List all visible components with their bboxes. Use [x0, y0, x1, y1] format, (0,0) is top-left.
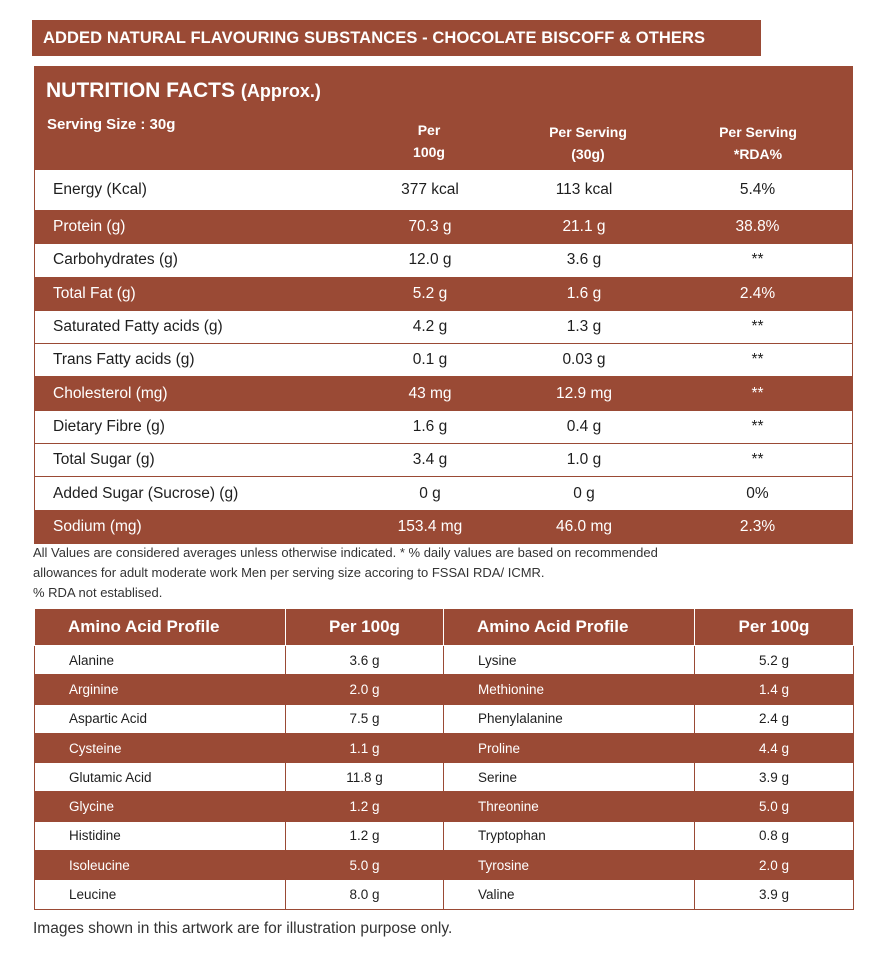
illustration-disclaimer: Images shown in this artwork are for illustration purpose only. — [33, 920, 453, 937]
amino-name: Cysteine — [35, 733, 286, 762]
footnote-line: All Values are considered averages unless otherwise indicated. * % daily values are based on recommended — [33, 545, 658, 560]
nutrient-name: Energy (Kcal) — [53, 181, 147, 198]
amino-name: Phenylalanine — [444, 704, 695, 733]
value-per-serving: 46.0 mg — [555, 517, 612, 535]
value-per-100g: 5.2 g — [412, 284, 448, 302]
serving-size: Serving Size : 30g — [47, 116, 176, 133]
value-per-serving: 21.1 g — [562, 218, 606, 236]
nutrition-row — [35, 410, 852, 443]
value-rda: 5.4% — [739, 181, 776, 198]
amino-name: Tyrosine — [444, 851, 695, 880]
amino-row — [35, 880, 854, 909]
amino-value: 5.0 g — [695, 792, 854, 821]
amino-name: Valine — [444, 880, 695, 909]
col-header-per-serving — [518, 121, 658, 165]
value-per-serving: 0.03 g — [562, 351, 606, 369]
nutrition-row — [35, 210, 852, 243]
col-header-rda — [688, 121, 828, 165]
nutrition-row — [35, 277, 852, 310]
amino-row — [35, 704, 854, 733]
col-header-line: Per Serving — [549, 124, 627, 140]
amino-value: 2.0 g — [695, 851, 854, 880]
nutrition-row — [35, 376, 852, 409]
value-per-serving: 12.9 mg — [555, 384, 612, 402]
nutrition-title-suffix: (Approx.) — [240, 81, 321, 101]
value-per-100g: 70.3 g — [408, 218, 452, 236]
value-per-serving: 1.3 g — [566, 318, 602, 336]
value-rda: 0% — [746, 484, 769, 502]
value-per-100g: 153.4 mg — [397, 517, 463, 535]
footnotes — [33, 543, 658, 603]
amino-header-name: Amino Acid Profile — [35, 609, 286, 646]
amino-name: Arginine — [35, 675, 286, 704]
nutrient-name: Trans Fatty acids (g) — [53, 351, 195, 369]
amino-name: Proline — [444, 733, 695, 762]
value-per-100g: 377 kcal — [401, 181, 459, 198]
nutrient-name: Total Sugar (g) — [53, 451, 155, 469]
nutrient-name: Cholesterol (mg) — [53, 384, 168, 402]
nutrient-name: Carbohydrates (g) — [53, 251, 178, 269]
value-rda: 2.3% — [739, 517, 776, 535]
amino-value: 4.4 g — [695, 733, 854, 762]
amino-name: Histidine — [35, 821, 286, 850]
amino-name: Alanine — [35, 646, 286, 675]
value-per-100g: 3.4 g — [412, 451, 448, 469]
amino-value: 8.0 g — [286, 880, 444, 909]
value-rda: 38.8% — [735, 218, 780, 236]
footnote-line: allowances for adult moderate work Men per serving size accoring to FSSAI RDA/ ICMR. — [33, 565, 545, 580]
amino-value: 5.2 g — [695, 646, 854, 675]
nutrient-name: Total Fat (g) — [53, 284, 136, 302]
footnote-line: % RDA not establised. — [33, 585, 163, 600]
amino-value: 2.4 g — [695, 704, 854, 733]
amino-value: 1.2 g — [286, 821, 444, 850]
amino-name: Methionine — [444, 675, 695, 704]
value-per-serving: 3.6 g — [566, 251, 602, 269]
col-header-line: 100g — [413, 144, 445, 160]
amino-name: Threonine — [444, 792, 695, 821]
nutrient-name: Added Sugar (Sucrose) (g) — [53, 484, 239, 502]
value-per-100g: 43 mg — [408, 384, 452, 402]
amino-rows — [35, 646, 854, 910]
nutrition-row — [35, 170, 852, 210]
amino-value: 3.9 g — [695, 763, 854, 792]
value-per-100g: 0 g — [419, 484, 441, 502]
col-header-line: *RDA% — [733, 146, 783, 162]
amino-value: 3.6 g — [286, 646, 444, 675]
value-per-100g: 12.0 g — [408, 251, 452, 269]
amino-row — [35, 851, 854, 880]
amino-name: Tryptophan — [444, 821, 695, 850]
amino-value: 2.0 g — [286, 675, 444, 704]
value-per-100g: 4.2 g — [412, 318, 448, 336]
amino-value: 1.4 g — [695, 675, 854, 704]
nutrition-header — [35, 67, 852, 170]
value-rda: ** — [751, 318, 764, 336]
amino-header-row — [35, 609, 854, 646]
nutrition-title-text: NUTRITION FACTS — [46, 79, 235, 102]
nutrition-row — [35, 476, 852, 509]
col-header-line: Per — [417, 122, 441, 138]
nutrition-title — [46, 79, 321, 103]
nutrition-row — [35, 510, 852, 543]
nutrition-row — [35, 443, 852, 476]
amino-value: 1.1 g — [286, 733, 444, 762]
value-rda: 2.4% — [739, 284, 776, 302]
amino-row — [35, 821, 854, 850]
amino-value: 5.0 g — [286, 851, 444, 880]
value-per-100g: 1.6 g — [412, 417, 448, 435]
amino-row — [35, 675, 854, 704]
amino-row — [35, 733, 854, 762]
value-rda: ** — [751, 351, 764, 369]
value-per-serving: 0 g — [573, 484, 595, 502]
amino-name: Isoleucine — [35, 851, 286, 880]
value-per-serving: 113 kcal — [555, 181, 613, 198]
nutrition-rows — [35, 170, 852, 543]
nutrition-facts-table — [34, 66, 853, 544]
amino-name: Glutamic Acid — [35, 763, 286, 792]
value-rda: ** — [751, 384, 764, 402]
amino-row — [35, 792, 854, 821]
amino-value: 3.9 g — [695, 880, 854, 909]
value-per-serving: 0.4 g — [566, 417, 602, 435]
amino-value: 7.5 g — [286, 704, 444, 733]
value-per-100g: 0.1 g — [412, 351, 448, 369]
nutrient-name: Saturated Fatty acids (g) — [53, 318, 223, 336]
nutrition-row — [35, 243, 852, 276]
amino-acid-table — [34, 608, 854, 910]
value-rda: ** — [751, 451, 764, 469]
amino-name: Lysine — [444, 646, 695, 675]
amino-name: Serine — [444, 763, 695, 792]
value-rda: ** — [751, 251, 764, 269]
col-header-line: (30g) — [571, 146, 605, 162]
amino-name: Aspartic Acid — [35, 704, 286, 733]
col-header-line: Per Serving — [719, 124, 797, 140]
nutrition-row — [35, 343, 852, 376]
flavour-banner: ADDED NATURAL FLAVOURING SUBSTANCES - CHOCOLATE BISCOFF & OTHERS — [32, 20, 761, 56]
amino-value: 11.8 g — [286, 763, 444, 792]
col-header-per-100g — [359, 119, 499, 163]
amino-name: Glycine — [35, 792, 286, 821]
value-rda: ** — [751, 417, 764, 435]
amino-header-value: Per 100g — [695, 609, 854, 646]
nutrient-name: Dietary Fibre (g) — [53, 417, 165, 435]
value-per-serving: 1.6 g — [566, 284, 602, 302]
nutrient-name: Protein (g) — [53, 218, 126, 236]
amino-row — [35, 646, 854, 675]
amino-header-name: Amino Acid Profile — [444, 609, 695, 646]
nutrient-name: Sodium (mg) — [53, 517, 142, 535]
amino-value: 1.2 g — [286, 792, 444, 821]
amino-name: Leucine — [35, 880, 286, 909]
amino-header-value: Per 100g — [286, 609, 444, 646]
value-per-serving: 1.0 g — [566, 451, 602, 469]
amino-value: 0.8 g — [695, 821, 854, 850]
nutrition-row — [35, 310, 852, 343]
amino-row — [35, 763, 854, 792]
